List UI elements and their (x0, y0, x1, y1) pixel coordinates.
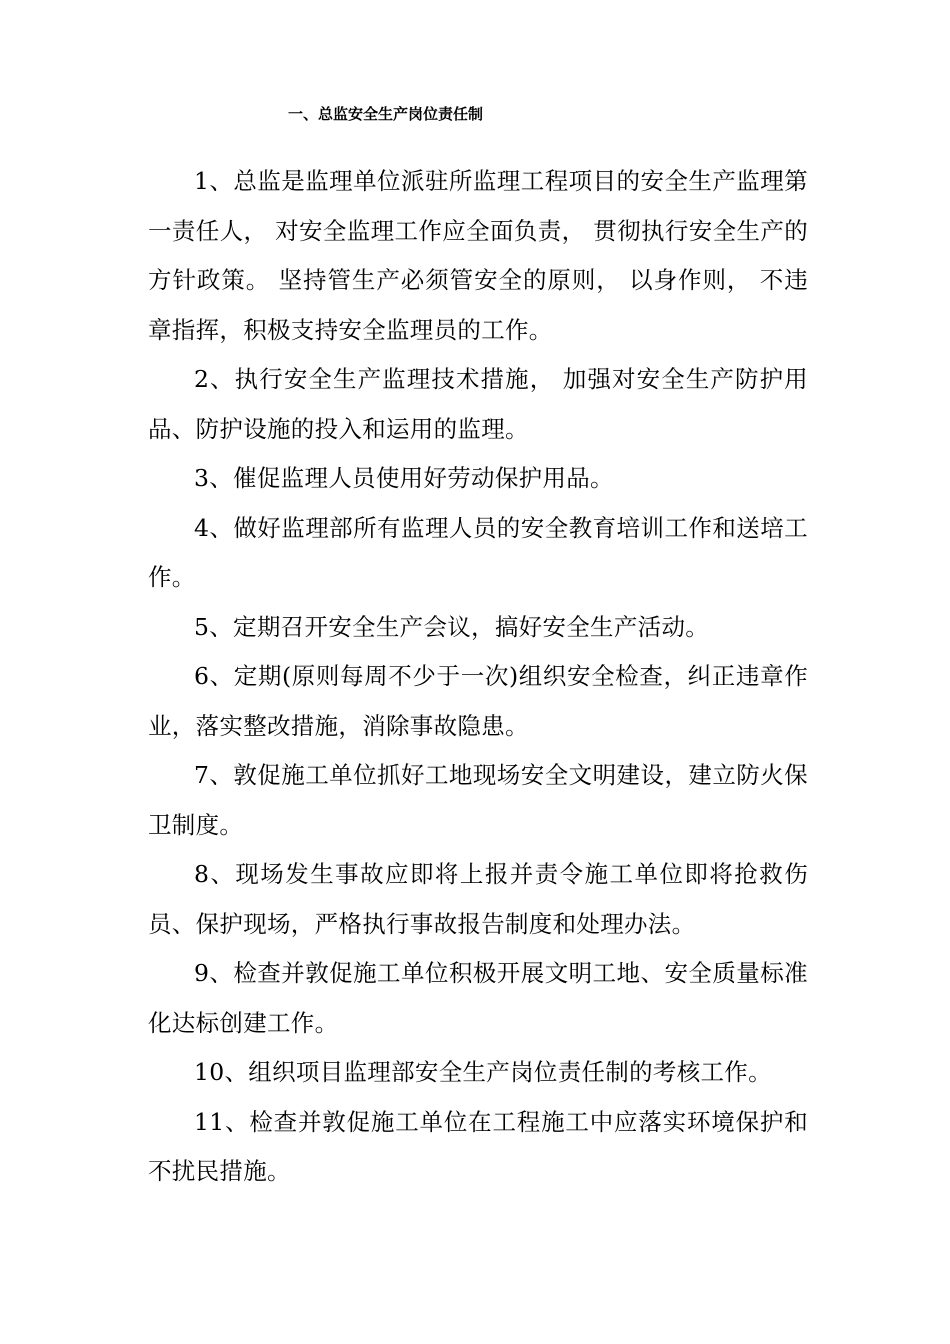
paragraph-7: 7、敦促施工单位抓好工地现场安全文明建设，建立防火保卫制度。 (148, 761, 808, 839)
paragraph-9: 9、检查并敦促施工单位积极开展文明工地、安全质量标准化达标创建工作。 (148, 959, 808, 1037)
paragraph-10: 10、组织项目监理部安全生产岗位责任制的考核工作。 (194, 1058, 772, 1086)
document-title: 一、总监安全生产岗位责任制 (288, 105, 484, 123)
paragraph-3: 3、催促监理人员使用好劳动保护用品。 (194, 464, 614, 492)
document-body (148, 157, 808, 1197)
paragraph-8: 8、现场发生事故应即将上报并责令施工单位即将抢救伤员、保护现场，严格执行事故报告制度和处理办法。 (148, 860, 808, 938)
paragraph-6: 6、定期(原则每周不少于一次)组织安全检查，纠正违章作业，落实整改措施，消除事故隐患。 (148, 662, 808, 740)
paragraph-2: 2、执行安全生产监理技术措施， 加强对安全生产防护用品、防护设施的投入和运用的监理。 (148, 365, 808, 443)
paragraph-4: 4、做好监理部所有监理人员的安全教育培训工作和送培工作。 (148, 513, 808, 591)
paragraph-11: 11、检查并敦促施工单位在工程施工中应落实环境保护和不扰民措施。 (148, 1107, 808, 1185)
paragraph-5: 5、定期召开安全生产会议，搞好安全生产活动。 (194, 612, 710, 641)
paragraph-1: 1、总监是监理单位派驻所监理工程项目的安全生产监理第一责任人， 对安全监理工作应全面负责， 贯彻执行安全生产的方针政策。 坚持管生产必须管安全的原则， 以身作则， 不违章指挥，积极支持安全监理员的工作。 (148, 167, 808, 344)
